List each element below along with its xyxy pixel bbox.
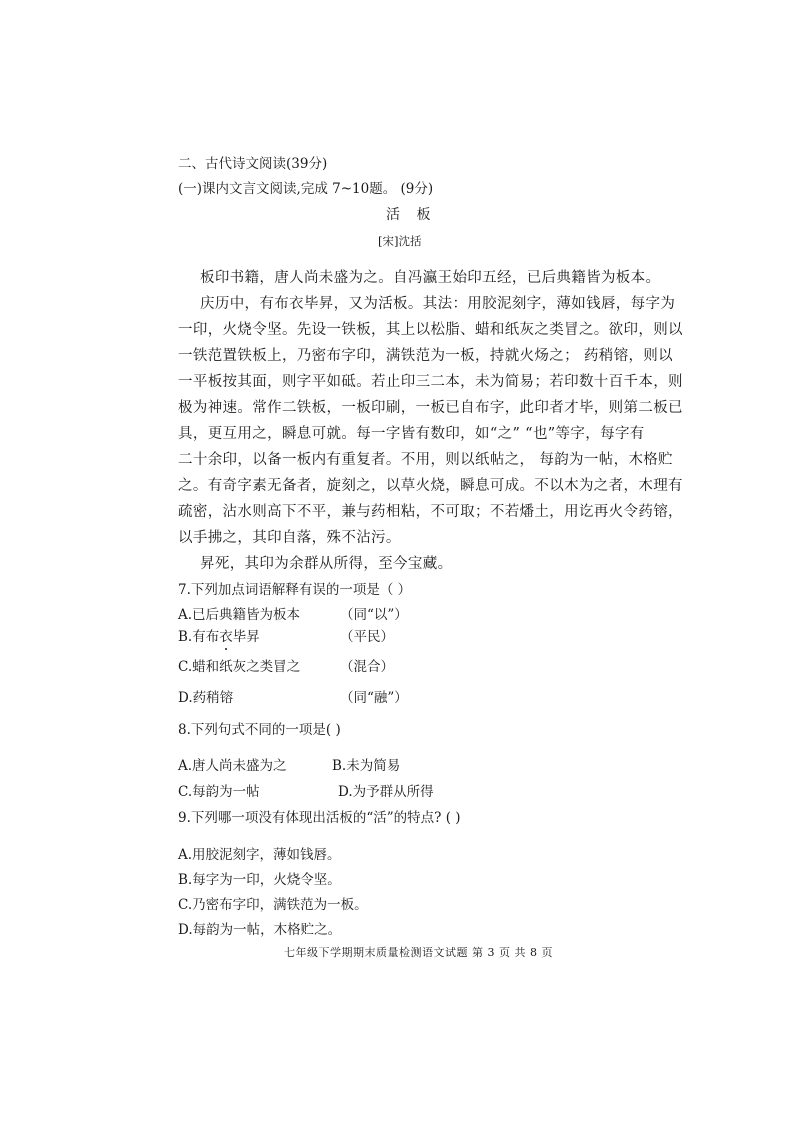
- option-c: C.每韵为一帖: [178, 784, 260, 800]
- passage-line: 一平板按其面，则字平如砥。若止印三二本，未为简易；若印数十百千本，则: [178, 374, 683, 390]
- option-b-gloss: （平民）: [340, 629, 394, 645]
- option-d-gloss: （同“融”）: [340, 690, 408, 706]
- passage-line: 板印书籍，唐人尚未盛为之。自冯瀛王始印五经，已后典籍皆为板本。: [200, 270, 661, 286]
- option-a-gloss: （同“以”）: [340, 607, 408, 623]
- passage-line: 一印，火烧令坚。先设一铁板，其上以松脂、蜡和纸灰之类冒之。欲印，则以: [178, 322, 683, 338]
- option-b: [178, 625, 260, 645]
- passage-line: 以手拂之，其印自落，殊不沾污。: [178, 530, 401, 546]
- passage-line: 一铁范置铁板上，乃密布字印，满铁范为一板，持就火炀之； 药稍镕，则以: [178, 348, 674, 364]
- option-a: A.已后典籍皆为板本: [178, 607, 301, 623]
- option-c-gloss: （混合）: [340, 659, 394, 675]
- emphasis-dot-word: 衣: [219, 625, 233, 645]
- option-c: C.乃密布字印，满铁范为一板。: [178, 897, 368, 913]
- passage-line: 极为神速。常作二铁板，一板印刷，一板已自布字，此印者才毕，则第二板已: [178, 400, 683, 416]
- section-subheading: (一)课内文言文阅读,完成 7~10题。 (9分): [178, 181, 434, 197]
- option-b: B.每字为一印，火烧令坚。: [178, 872, 341, 888]
- option-d: D.药稍镕: [178, 690, 234, 706]
- option-a: A.用胶泥刻字，薄如钱唇。: [178, 847, 341, 863]
- option-c: C.蜡和纸灰之类冒之: [178, 659, 301, 675]
- passage-line: 疏密，沾水则高下不平，兼与药相粘，不可取；不若燔土，用讫再火令药镕，: [178, 504, 683, 520]
- passage-title: 活 板: [386, 207, 437, 223]
- option-d: D.为予群从所得: [338, 784, 434, 800]
- section-heading: 二、古代诗文阅读(39分): [178, 156, 328, 172]
- page-footer: 七年级下学期期末质量检测语文试题 第 3 页 共 8 页: [284, 946, 553, 959]
- option-b-text: 毕昇: [232, 629, 260, 645]
- option-d: D.每韵为一帖，木格贮之。: [178, 922, 342, 938]
- question-stem: 7.下列加点词语解释有误的一项是（ ）: [178, 582, 412, 598]
- passage-line: 昇死，其印为余群从所得，至今宝藏。: [200, 556, 453, 572]
- option-b-text: B.有布: [178, 629, 220, 645]
- passage-line: 庆历中，有布衣毕昇，又为活板。其法：用胶泥刻字，薄如钱唇，每字为: [200, 296, 676, 312]
- option-a: A.唐人尚未盛为之: [178, 758, 287, 774]
- passage-line: 二十余印，以备一板内有重复者。不用，则以纸帖之， 每韵为一帖，木格贮: [178, 452, 674, 468]
- option-b: B.未为简易: [332, 758, 401, 774]
- question-stem: 9.下列哪一项没有体现出活板的“活”的特点? ( ): [178, 810, 461, 826]
- passage-author: [宋]沈括: [378, 234, 422, 248]
- passage-line: 具，更互用之，瞬息可就。每一字皆有数印，如“之” “也”等字，每字有: [178, 426, 645, 442]
- question-stem: 8.下列句式不同的一项是( ): [178, 722, 341, 738]
- passage-line: 之。有奇字素无备者，旋刻之，以草火烧，瞬息可成。不以木为之者，木理有: [178, 478, 683, 494]
